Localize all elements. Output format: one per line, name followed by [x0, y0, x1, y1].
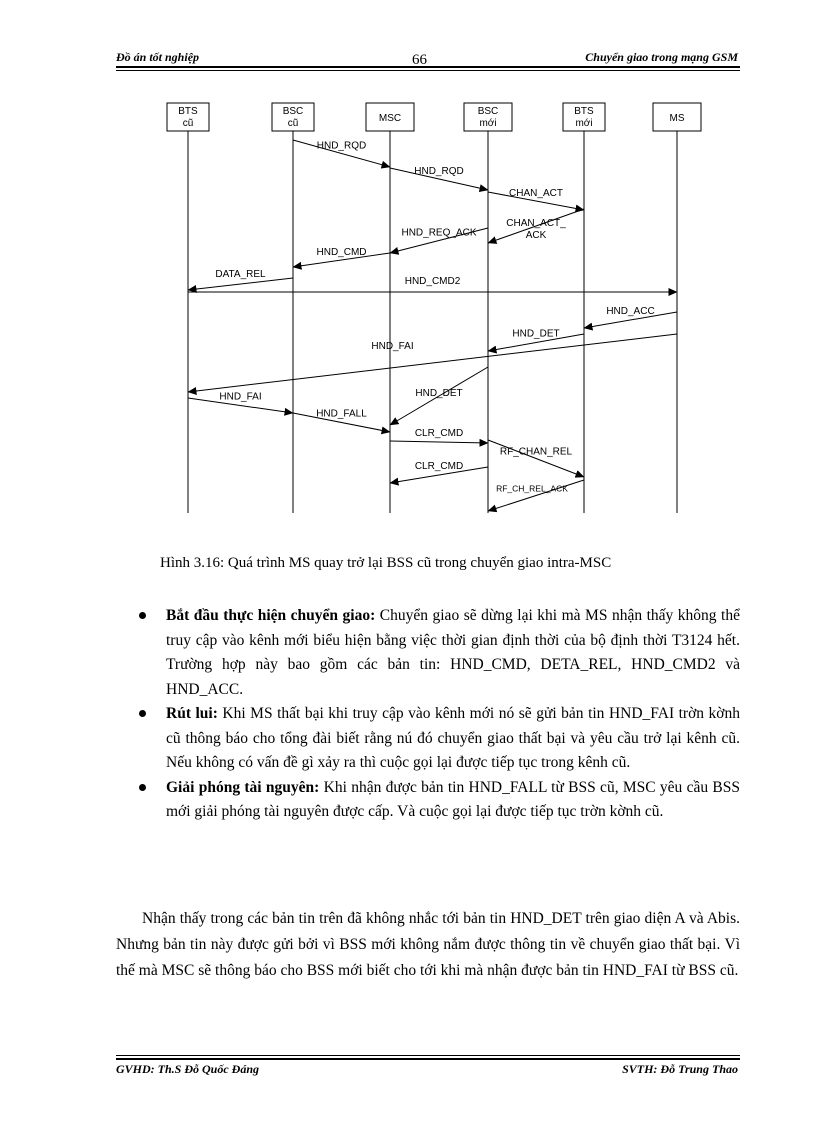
sequence-diagram — [150, 95, 710, 520]
message-15 — [488, 440, 584, 477]
footer-rule-thin — [116, 1055, 740, 1056]
message-13 — [293, 409, 390, 433]
message-label: RF_CHAN_REL — [499, 446, 573, 458]
entity-label: cũ — [182, 118, 194, 129]
body-paragraph: Nhận thấy trong các bản tin trên đã không nhắc tới bản tin HND_DET trên giao diện A và Abis. Nhưng bản tin này được gửi bởi vì BSS mới không nắm được thông tin về chuyển giao thất bại. Vì thế mà MSC sẽ thông báo cho BSS mới biết cho tới khi mà nhận được bản tin HND_FAI từ BSS cũ. — [116, 910, 740, 979]
message-label: HND_RQD — [414, 166, 464, 177]
entity-label: BSC — [282, 106, 304, 117]
message-11 — [390, 367, 488, 425]
bullet-title: Giải phóng tài nguyên: — [166, 778, 320, 796]
bullet-text: Chuyển giao sẽ dừng lại khi mà MS nhận thấy không thể truy cập vào kênh mới biểu hiện bằng việc thời gian định thời của bộ định thời T3124 hết. Trường hợp này bao gồm các bản tin: HND_CMD, DETA_REL, HND_CMD2 và HND_ACC. — [166, 607, 740, 698]
bullet-list — [136, 604, 740, 825]
header-title-right: Chuyển giao trong mạng GSM — [585, 50, 738, 64]
message-label: HND_REQ_ACK — [401, 227, 477, 239]
message-2 — [488, 188, 584, 210]
message-14 — [390, 428, 488, 443]
footer-rule — [116, 1058, 740, 1060]
message-label: DATA_REL — [215, 269, 266, 280]
message-12 — [188, 392, 293, 414]
header-rule-thin — [116, 70, 740, 71]
message-arrow — [188, 334, 677, 392]
message-label: HND_ACC — [606, 306, 655, 317]
message-16 — [390, 461, 488, 483]
message-label: CLR_CMD — [414, 461, 464, 472]
message-6 — [188, 269, 293, 290]
bullet-icon — [139, 784, 146, 791]
bullet-icon — [139, 612, 146, 619]
message-label: RF_CH_REL_ACK — [496, 483, 568, 494]
entity-label: MSC — [378, 113, 402, 124]
entity-label: MS — [669, 113, 685, 124]
message-label: CHAN_ACT — [509, 188, 563, 199]
message-0 — [293, 140, 390, 167]
message-10 — [188, 334, 677, 392]
message-4 — [390, 228, 488, 254]
bullet-title: Bắt đầu thực hiện chuyển giao: — [166, 607, 376, 624]
message-label: HND_RQD — [316, 140, 367, 152]
message-label-line2: ACK — [525, 230, 547, 241]
bullet-icon — [139, 710, 146, 717]
message-label: HND_CMD — [316, 247, 367, 258]
message-5 — [293, 247, 390, 267]
entity-label: BTS — [574, 106, 594, 117]
message-label: HND_DET — [512, 328, 560, 340]
header-rule — [116, 66, 740, 68]
entity-2 — [366, 103, 414, 513]
bullet-text: Khi MS thất bại khi truy cập vào kênh mới nó sẽ gửi bản tin HND_FAI trờn kờnh cũ thông báo cho tổng đài biết rằng nú đó chuyển giao thất bại và yêu cầu trở lại kênh cũ. Nếu không có vấn đề gì xảy ra thì cuộc gọi lại được tiếp tục trong kênh cũ. — [166, 705, 740, 771]
message-8 — [584, 306, 677, 328]
bullet-title: Rút lui: — [166, 705, 218, 722]
entity-label: mới — [575, 118, 593, 129]
message-label: HND_FAI — [371, 341, 414, 352]
message-label: HND_FAI — [219, 391, 262, 403]
entity-label: BSC — [477, 106, 499, 117]
entity-1 — [272, 103, 314, 513]
message-3 — [488, 209, 584, 243]
footer-student: SVTH: Đỗ Trung Thao — [622, 1062, 738, 1076]
bullet-item-start-handover — [136, 604, 740, 702]
message-17 — [488, 480, 584, 511]
message-9 — [488, 329, 584, 352]
message-1 — [390, 166, 488, 190]
message-label: HND_FALL — [316, 408, 367, 420]
footer-supervisor: GVHD: Th.S Đỗ Quốc Đáng — [116, 1062, 260, 1076]
entity-5 — [653, 103, 701, 513]
bullet-item-release-resources — [136, 776, 740, 825]
page-number: 66 — [412, 52, 427, 68]
entity-0 — [167, 103, 209, 513]
entity-label: cũ — [287, 118, 299, 129]
bullet-item-fallback — [136, 702, 740, 776]
entity-label: BTS — [178, 106, 198, 117]
message-arrow — [390, 441, 488, 443]
message-label: HND_CMD2 — [404, 276, 461, 287]
message-label: HND_DET — [415, 388, 463, 399]
bullet-text: Khi nhận được bản tin HND_FALL từ BSS cũ, MSC yêu cầu BSS mới giải phóng tài nguyên được cấp. Và cuộc gọi lại được tiếp tục trờn kờnh cũ. — [166, 778, 740, 820]
figure-caption: Hình 3.16: Quá trình MS quay trở lại BSS cũ trong chuyển giao intra-MSC — [160, 555, 612, 571]
message-label: CLR_CMD — [414, 428, 464, 439]
message-label: CHAN_ACT_ — [506, 218, 566, 229]
entity-label: mới — [479, 118, 497, 129]
header-title-left: Đồ án tốt nghiệp — [116, 50, 200, 64]
